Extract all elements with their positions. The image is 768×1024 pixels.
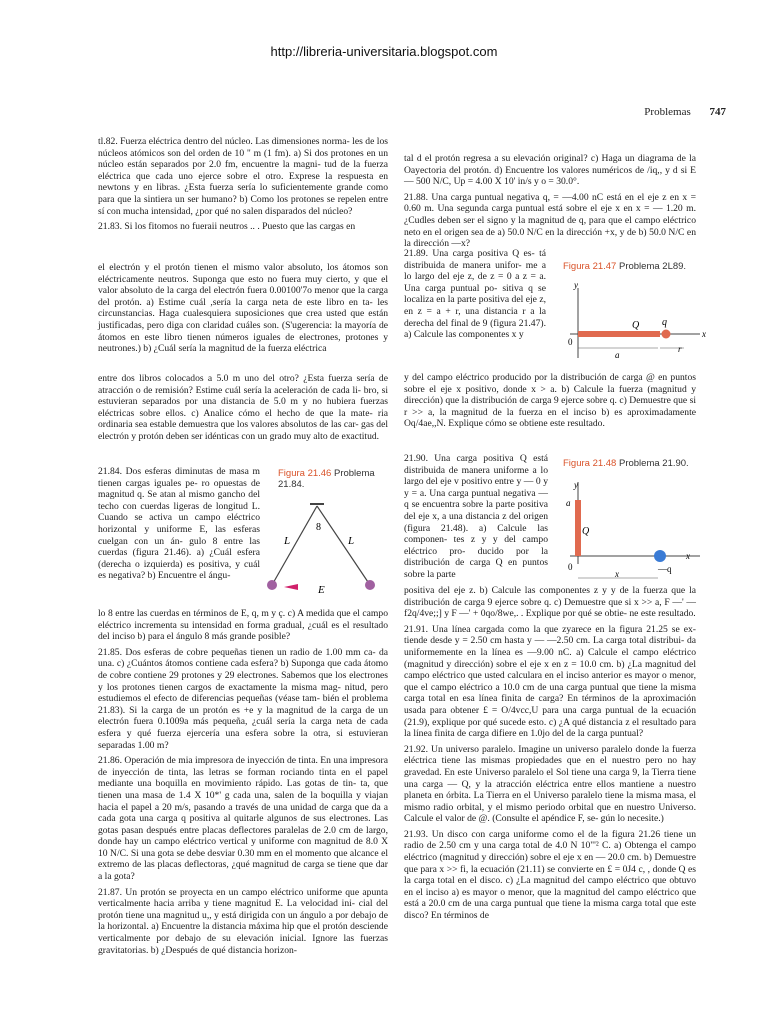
paragraph: 21.89. Una carga positiva Q es- tá distribuida de manera unifor- me a lo largo del eje z, de z = 0 a z = a. Una carga puntual po- sitiva q se localiza en la parte positiva del eje z, en z = a + r, una distancia r a la derecha del final de 9 (figura 21.47). a) Calcule las componentes x y [404,248,546,341]
paragraph: 21.84. Dos esferas diminutas de masa m tienen cargas iguales pe- ro opuestas de magnitud q. Se atan al mismo gancho del techo con cuerdas ligeras de longitud L. Cuando se activa un campo eléctrico horizontal y uniforme E, las esferas cuelgan con un án- gulo 8 entre las cuerdas (figura 21.46). a) ¿Cuál esfera (derecha o izquierda) es positiva, y cuál es negativa? b) Encuentre el ángu- [98,466,260,582]
y-axis-label: y [574,280,578,290]
left-string [272,506,317,585]
right-sphere [365,580,375,590]
section-title: Problemas [644,106,691,118]
point-charge-neg-q [654,550,666,562]
figure-caption: Problema 21.90. [618,458,689,469]
problem-21-87-cont [404,153,696,254]
page-header [644,106,726,118]
figure-21-48 [560,478,710,586]
paragraph: 21.92. Un universo paralelo. Imagine un universo paralelo donde la fuerza eléctrica tiene las mismas propiedades que en el nuestro pero no hay gravedad. En este Universo paralelo el Sol tiene una carga 9, la Tierra tiene una carga — Q, y la atracción eléctrica entre ellos mantiene a nuestro planeta en órbita. La Tierra en el Universo paralelo tiene la misma masa, el mismo radio orbital, y el mismo periodo orbital que en nuestro Universo. Calcule el valor de @. (Consulte el apéndice F, se- gún lo necesite.) [404,743,696,825]
length-label-right: L [348,535,355,547]
figure-21-48-caption [563,458,703,469]
figure-21-46-caption [278,468,388,490]
dim-a-label: a [615,350,620,360]
paragraph: tal d el protón regresa a su elevación original? c) Haga un diagrama de la Oayectoria del protón. d) Encuentre los valores numéricos de /iq,, y d si E — 500 N/C, Up = 4.00 X 10' in/s y o = 30.0°. [404,153,696,188]
paragraph: lo 8 entre las cuerdas en términos de E, q, m y ç. c) A medida que el campo eléctrico incrementa su intensidad en forma gradual, ¿cuál es el resultado del inciso b) para el ángulo 8 más grande posible? [98,608,388,643]
field-arrow-icon [284,584,298,590]
neg-charge-label: —q [658,564,672,574]
figure-label: Figura 21.48 [563,458,617,469]
figure-caption: Problema 2L89. [618,261,687,272]
left-sphere [267,580,277,590]
problem-21-90-cont [404,585,696,926]
page-number: 747 [709,106,726,118]
x-axis-label: x [686,551,690,561]
length-label-left: L [284,535,291,547]
charged-rod [575,500,581,556]
paragraph: entre dos libros colocados a 5.0 m uno del otro? ¿Esta fuerza sería de atracción o de remisión? Estime cuál sería la aceleración de cada li- bro, si estuvieran separados por una distancia de 5.0 m y no hubiera fuerzas eléctricas sobre ellos. c) Analice cómo el hecho de que la mate- ria ordinaria sea estable demuestra que los valores absolutos de las car- gas del electrón y protón deben ser idénticas con un grado muy alto de exactitud. [98,373,388,442]
problem-21-90 [404,453,548,585]
paragraph: 21.93. Un disco con carga uniforme como el de la figura 21.26 tiene un radio de 2.50 cm y una carga total de 4.0 N 10"'² C. a) Obtenga el campo eléctrico (magnitud y dirección) sobre el eje x en — 20.0 cm. b) Demuestre que para x >> fi, la ecuación (21.11) se convierte en £ = 0J4 c, , donde Q es la carga total en el disco. c) ¿La magnitud del campo eléctrico que obtuvo en el inciso a) es mayor o menor, que la magnitud del campo eléctrico que está a 20.0 cm de una carga puntual que tiene la misma carga total que este disco? En términos de [404,828,696,922]
rod-charge-label: Q [582,526,590,537]
point-charge-label: q [662,317,667,328]
paragraph: 21.83. Si los fitomos no fueraii neutros .. . Puesto que las cargas en [98,221,356,233]
paragraph: 21.85. Dos esferas de cobre pequeñas tienen un radio de 1.00 mm ca- da una. c) ¿Cuántos átomos contiene cada esfera? b) Suponga que cada átomo de cobre contiene 29 protones y 29 electrones. Sabemos que los electrones y los protones tienen cargos de exactamente la misma mag- nitud, pero estudiemos el efecto de diferencias pequeñas (véase tam- bién el problema 21.83). Si la carga de un protón es +e y la magnitud de la carga de un electrón fuera 0.1009a más pequeña, ¿cuál sería la carga neta de cada esfera y qué fuerza ejercería una esfera sobre la otra, si estuvieran separadas 1.00 m? [98,646,388,751]
rod-charge-label: Q [632,320,640,331]
figure-caption: Problema 21.84. [278,468,375,490]
paragraph: 21.88. Una carga puntual negativa q, = —4.00 nC está en el eje z en x = 0.60 m. Una segunda carga puntual está sobre el eje x en x = — 1.20 m. ¿Cudles deben ser el signo y la magnitud de q, para que el campo eléctrico neto en el origen sea de a) 50.0 N/C en la dirección +x, y de b) 50.0 N/C en la dirección —x? [404,191,696,250]
problem-21-84 [98,466,260,586]
figure-label: Figura 21.47 [563,261,617,272]
dim-x-label: x [615,569,619,579]
paragraph: 21.91. Una línea cargada como la que zyarece en la figura 21.25 se ex- tiende desde y = 2.50 cm hasta y — —2.50 cm. La carga total distribui- da uniformemente en la línea es —9.00 nC. a) Calcule el campo eléctrico (magnitud y dirección) sobre el eje x en z = 10.0 cm. b) ¿La magnitud del campo eléctrico que usted calculara en el inciso anterior es mayor o menor, que el campo eléctrico a 10.0 cm de una carga puntual que tiene la misma carga total en esa línea finita de carga? En términos de la aproximación usada para obtener £ = O/4vcc,U para una carga puntual de la ecuación (21.9), explique por qué sucede esto. c) ¿A qué distancia z el resultado para la línea finita de carga difiere en 1.0jo del de la carga puntual? [404,623,696,740]
paragraph: 21.90. Una carga positiva Q está distribuida de manera uniforme a lo largo del eje v positivo entre y — 0 y y = a. Una carga puntual negativa —q se encuentra sobre la parte positiva del eje x, a una distancia z del origen (figura 21.48). a) Calcule las componen- tes z y y del campo eléctrico pro- ducido por la distribución de carga Q en puntos sobre la parte [404,453,548,580]
paragraph: 21.86. Operación de mia impresora de inyección de tinta. En una impresora de inyección de tinta, las letras se forman rociando tinta en el papel mediante una boquilla en movimiento rápido. Las gotas de tin- ta, que tienen una masa de 1.4 X 10*' g cada una, salen de la boquilla y viajan hacia el papel a 20 m/s, pasando a través de una unidad de carga que da a cada gota una carga q positiva al quitarle algunos de sus electrones. Las gotas pasan después entre placas deflectores paralelas de 2.0 cm de largo, donde hay un campo eléctrico vertical y uniforme con magnitud de 8.0 X 10 N/C. Si una gota se debe desviar 0.30 mm en el momento que alcance el extremo de las placas deflectoras, ¿qué magnitud de carga se tiene que dar a la gota? [98,755,388,883]
figure-21-47 [560,280,710,378]
dim-r-label: r [678,344,682,354]
problem-21-89 [404,248,546,345]
paragraph: tl.82. Fuerza eléctrica dentro del núcleo. Las dimensiones norma- les de los núcleos atómicos son del orden de 10 " m (1 fm). a) Si dos protones en un núcleo están separados por 2.0 fm, encuentre la magni- tud de la fuerza eléctrica que cada uno ejerce sobre el otro. Exprese la respuesta en newtons y en libras. ¿Esta fuerza sería lo suficientemente grande como para que la sintiera un ser humano? b) Como los protones se repelen entre sí con mucha intensidad, ¿por qué no salen disparados del núcleo? [98,136,388,217]
origin-label: 0 [568,337,573,347]
point-charge-q [662,330,671,339]
problem-21-84-cont [98,608,388,960]
paragraph: positiva del eje z. b) Calcule las componentes z y y de la fuerza que la distribución de carga 9 ejerce sobre q. c) Demuestre que si x >> a, F —' — f2q/4ve;;] y F —' + 0qo/8we,. . Explique por qué se obtie- ne este resultado. [404,585,696,620]
paragraph: y del campo eléctrico producido por la distribución de carga @ en puntos sobre el eje x positivo, donde x > a. b) Calcule la fuerza (magnitud y dirección) que la distribución de carga 9 ejerce sobre q. c) Demuestre que si r >> a, la magnitud de la fuerza en el inciso b) es aproximadamente Oq/4ae,,N. Explique cómo se obtiene este resultado. [404,372,696,430]
angle-label: 8 [316,522,321,533]
figure-label: Figura 21.46 [278,468,332,479]
origin-label: 0 [568,562,573,572]
paragraph: el electrón y el protón tienen el mismo valor absoluto, los átomos son eléctricamente neutros. Suponga que esto no fuera muy cierto, y que el valor absoluto de la carga del electrón fuera 0.00100'7o menor que la carga del protón. a) Estime cuál ,sería la carga neta de este libro en ta- les circunstancias. Haga cualesquiera suposiciones que crea usted que están justificadas, pero diga con claridad cuáles son. (S'ugerencia: la mayoría de átomos en este libro tienen números iguales de electrones, protones y neutrones.) b) ¿Cuál sería la magnitud de la fuerza eléctrica [98,262,388,355]
paragraph: 21.87. Un protón se proyecta en un campo eléctrico uniforme que apunta verticalmente hacia arriba y tiene magnitud E. La velocidad ini- cial del protón tiene una magnitud u,, y está dirigida con un ángulo a por debajo de la horizontal. a) Encuentre la distancia máxima hip que el protón desciende verticalmente por debajo de su elevación inicial. Ignore las fuerzas gravitatorias. b) ¿Después de qué distancia horizon- [98,886,388,956]
problem-21-89-cont [404,372,696,434]
field-label: E [318,584,325,596]
dim-a-label: a [566,498,571,508]
figure-21-46 [262,500,382,610]
problem-21-83-end [98,373,388,447]
x-axis-label: x [702,329,706,339]
charged-rod [578,331,660,337]
figure-21-47-caption [563,261,703,272]
problem-21-83-cont [98,262,388,359]
y-axis-label: y [574,480,578,490]
problem-21-82 [98,136,388,237]
source-url[interactable]: http://libreria-universitaria.blogspot.com [270,44,498,59]
right-string [317,506,370,585]
